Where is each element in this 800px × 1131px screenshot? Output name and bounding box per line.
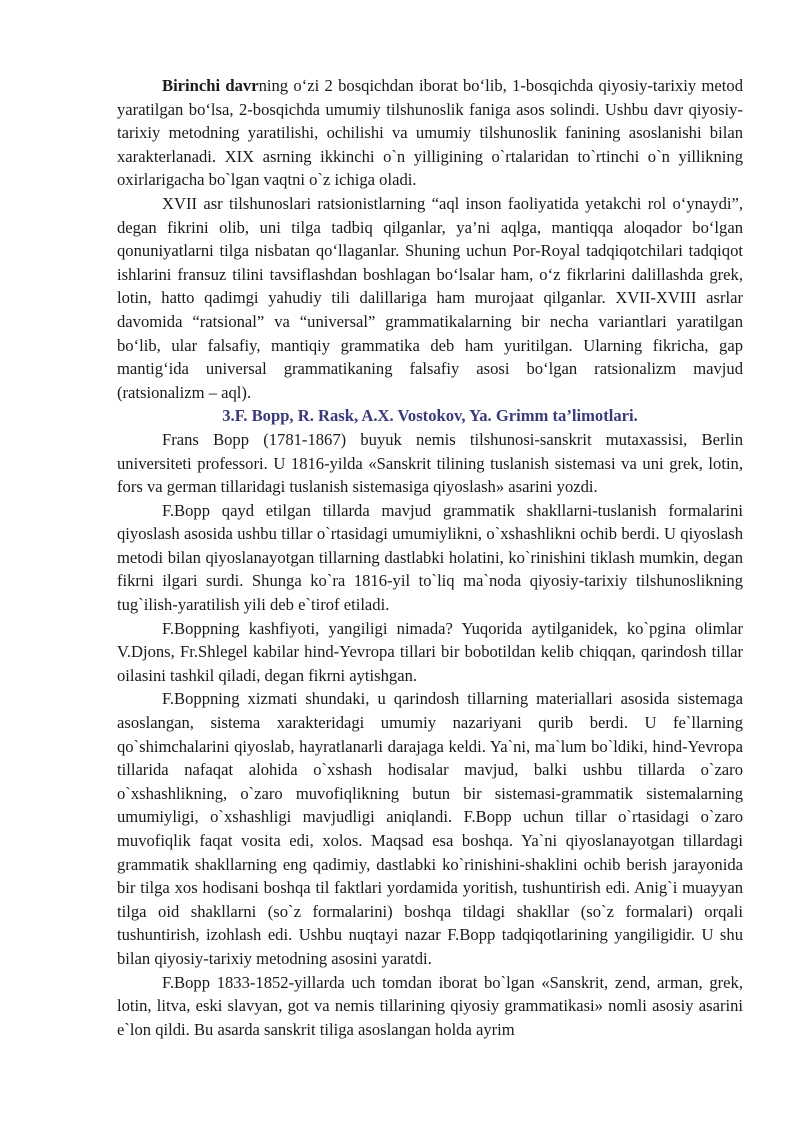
bold-lead-term: Birinchi davr xyxy=(162,76,259,95)
paragraph-bopp-qiyoslash: F.Bopp qayd etilgan tillarda mavjud grammatik shakllarni-tuslanish formalarini qiyoslash asosida ushbu tillar o`rtasidagi umumiylikni, o`xshashlikni ochib berdi. U qiyoslash metodi bilan qiyoslanayotgan tillarning dastlabki holatini, ko`rinishini tiklash mumkin, degan fikrni ilgari surdi. Shunga ko`ra 1816-yil to`liq ma`noda qiyosiy-tarixiy tilshunoslikning tug`ilish-yaratilish yili deb e`tirof etiladi. xyxy=(117,500,743,615)
paragraph-bopp-kashfiyoti: F.Boppning kashfiyoti, yangiligi nimada? Yuqorida aytilganidek, ko`pgina olimlar V.Djons, Fr.Shlegel kabilar hind-Yevropa tillari bir bobotildan kelib chiqqan, qarindosh tillar oilasini tashkil qiladi, degan fikrni aytishgan. xyxy=(117,618,743,685)
paragraph-bopp-xizmati: F.Boppning xizmati shundaki, u qarindosh tillarning materiallari asosida sistemaga asoslangan, sistema xarakteridagi umumiy nazariyani qurib berdi. U fe`llarning qo`shimchalarini qiyoslab, hayratlanarli darajaga keldi. Ya`ni, ma`lum bo`ldiki, hind-Yevropa tillarida nafaqat alohida o`xshash hodisalar mavjud, balki ushbu tillarda o`zaro o`xshashlikning, o`zaro muvofiqlikning butun bir sistemasi-grammatik sistemalarning umumiyligi, o`xshashligi mavjudligi aniqlandi. F.Bopp uchun tillar o`rtasidagi o`zaro muvofiqlik faqat vosita edi, xolos. Maqsad esa boshqa. Ya`ni qiyoslanayotgan tillardagi grammatik shakllarning eng qadimiy, dastlabki ko`rinishini-shaklini ochib berish jarayonida bir tilga xos hodisani boshqa til faktlari yordamida yoritish, tushuntirish edi. Anig`i muayyan tilga oid shakllarni (so`z formalarini) boshqa tildagi shakllar (so`z formalari) orqali tushuntirish, izohlash edi. Ushbu nuqtayi nazar F.Bopp tadqiqotlarining yangiligidir. U shu bilan qiyosiy-tarixiy metodning asosini yaratdi. xyxy=(117,689,743,968)
paragraph-frans-bopp: Frans Bopp (1781-1867) buyuk nemis tilshunosi-sanskrit mutaxassisi, Berlin universiteti professori. U 1816-yilda «Sanskrit tilining tuslanish sistemasi va uni grek, lotin, fors va german tillaridagi tuslanish sistemasiga qiyoslash» asarini yozdi. xyxy=(117,429,743,497)
section-heading: 3.F. Bopp, R. Rask, A.X. Vostokov, Ya. Grimm ta’limotlari. xyxy=(222,406,638,426)
document-page xyxy=(117,74,743,1041)
paragraph-bopp-grammatika: F.Bopp 1833-1852-yillarda uch tomdan iborat bo`lgan «Sanskrit, zend, arman, grek, lotin, litva, eski slavyan, got va nemis tillarining qiyosiy grammatikasi» nomli asosiy asarini e`lon qildi. Bu asarda sanskrit tiliga asoslangan holda ayrim xyxy=(117,972,743,1039)
paragraph-birinchi-davr xyxy=(117,74,743,192)
paragraph-xvii-asr: XVII asr tilshunoslari ratsionistlarning “aql inson faoliyatida yetakchi rol o‘ynaydi”, degan fikrini olib, uni tilga tadbiq qilganlar, ya’ni aqlga, mantiqqa aloqador bo‘lgan qonuniyatlarni tilga nisbatan qo‘llaganlar. Shuning uchun Por-Royal tadqiqotchilari tadqiqot ishlarini fransuz tilini tavsiflashdan boshlagan bo‘lsalar ham, o‘z fikrlarini dalillashda grek, lotin, hatto qadimgi yahudiy tili dalillariga ham murojaat qilganlar. XVII-XVIII asrlar davomida “ratsional” va “universal” grammatikalarning bir necha variantlari yaratilgan bo‘lib, ular falsafiy, mantiqiy grammatika deb ham yuritilgan. Ularning fikricha, gap mantig‘ida universal grammatikaning falsafiy asosi bo‘lgan ratsionalizm mavjud (ratsionalizm – aql). xyxy=(117,193,743,402)
paragraph-text: ning o‘zi 2 bosqichdan iborat bo‘lib, 1-bosqichda qiyosiy-tarixiy metod yaratilgan bo‘lsa, 2-bosqichda umumiy tilshunoslik faniga asos solindi. Ushbu davr qiyosiy-tarixiy metodning yaratilishi, ochilishi va umumiy tilshunoslik fanining asoslanishi bilan xarakterlanadi. XIX asrning ikkinchi o`n yilligining o`rtalaridan to`rtinchi o`n yillikning oxirlarigacha bo`lgan vaqtni o`z ichiga oladi. xyxy=(117,76,743,190)
